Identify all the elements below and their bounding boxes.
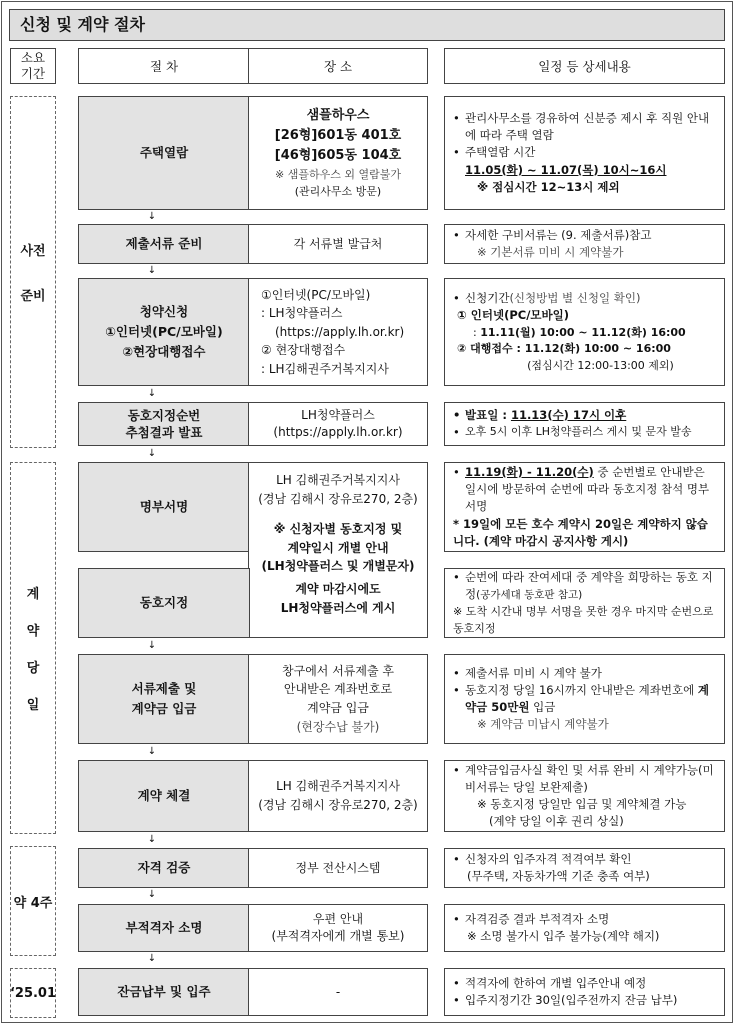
application-detail2: ① 인터넷(PC/모바일) — [457, 308, 569, 323]
step-notice-name: 부적격자 소명 — [78, 904, 250, 952]
period-c1: 계 — [26, 587, 40, 602]
shared-place-3: ※ 신청자별 동호지정 및 — [273, 522, 403, 537]
step-viewing-place — [248, 96, 428, 210]
deposit-detail2b: 계약금 50만원 — [465, 682, 709, 714]
shared-place-2: (경남 김해시 장유로270, 2층) — [258, 491, 418, 506]
step-documents-detail: • 자세한 구비서류는 (9. 제출서류)참고 ※ 기본서류 미비 시 계약불가 — [444, 224, 725, 264]
application-detail3b: 11.11(월) 10:00 ~ 11.12(화) 16:00 — [480, 325, 686, 339]
step-documents-name: 제출서류 준비 — [78, 224, 250, 264]
register-detail2a: * 19일에 모든 호수 계약시 20일은 계약하지 않습니다. — [453, 516, 708, 548]
shared-place-5: (LH청약플러스 및 개별문자) — [261, 559, 415, 574]
unit-detail1a: 순번에 따라 잔여세대 중 계약을 희망하는 동호 지정 — [465, 570, 713, 602]
viewing-place-line3: [46형]605동 104호 — [274, 148, 402, 164]
viewing-place-note1: ※ 샘플하우스 외 열람불가 — [275, 168, 401, 182]
arrow-7: ↓ — [147, 746, 157, 757]
period-pre-label-1: 사전 — [20, 244, 46, 259]
step-viewing-detail: • 관리사무소를 경유하여 신분증 제시 후 직원 안내에 따라 주택 열람 • 주택열람 시간 11.05(화) ~ 11.07(목) 10시~16시 ※ 점심시간 12~13시 제외 — [444, 96, 725, 210]
viewing-place-line1: 샘플하우스 — [306, 107, 370, 123]
deposit-detail3: ※ 계약금 미납시 계약불가 — [477, 717, 609, 732]
application-place-2: : LH청약플러스 — [261, 306, 343, 321]
notice-place-2: (부적격자에게 개별 통보) — [271, 929, 405, 943]
step-deposit-detail: • 제출서류 미비 시 계약 불가 • 동호지정 당일 16시까지 안내받은 계좌번호에 계약금 50만원 입금 ※ 계약금 미납시 계약불가 — [444, 654, 725, 744]
step-register-detail: • 11.19(화) - 11.20(수) 중 순번별로 안내받은 일시에 방문하여 순번에 따라 동호지정 참석 명부 서명 * 19일에 모든 호수 계약시 20일은 계약하지 않습니다. (계약 마감시 공지사항 게시) — [444, 462, 725, 552]
step-verify-name: 자격 검증 — [78, 848, 250, 888]
step-deposit-name — [78, 654, 250, 744]
contract-detail3: (계약 당일 이후 권리 상실) — [489, 814, 624, 829]
arrow-1: ↓ — [147, 211, 157, 222]
period-c3: 당 — [26, 661, 40, 676]
viewing-detail2: 주택열람 시간 — [465, 145, 536, 160]
period-jan — [10, 968, 56, 1018]
movein-detail2: 입주지정기간 30일(입주전까지 잔금 납부) — [465, 993, 678, 1007]
period-pre-label-2: 준비 — [20, 289, 46, 304]
step-contract-detail: • 계약금입금사실 확인 및 서류 완비 시 계약가능(미비서류는 당일 보완제출) ※ 동호지정 당일만 입금 및 계약체결 가능 (계약 당일 이후 권리 상실) — [444, 760, 725, 832]
shared-place-6: 계약 마감시에도 — [295, 581, 381, 596]
deposit-name-1: 서류제출 및 — [131, 681, 197, 696]
period-c4: 일 — [26, 698, 40, 713]
verify-detail2: (무주택, 자동차가액 기준 충족 여부) — [467, 869, 650, 883]
lottery-detail1a: 발표일 : — [465, 407, 511, 422]
step-unit-detail: • 순번에 따라 잔여세대 중 계약을 희망하는 동호 지정(공가세대 동호판 참고) ※ 도착 시간내 명부 서명을 못한 경우 마지막 순번으로 동호지정 — [444, 568, 725, 638]
deposit-name-2: 계약금 입금 — [131, 701, 197, 716]
page-title: 신청 및 계약 절차 — [9, 9, 725, 41]
shared-place-1: LH 김해권주거복지지사 — [276, 473, 400, 487]
step-contract-place — [248, 760, 428, 832]
viewing-detail3: 11.05(화) ~ 11.07(목) 10시~16시 — [465, 162, 667, 177]
application-detail4a: ② 대행접수 : — [457, 342, 525, 355]
step-application-place — [248, 278, 428, 386]
step-movein-place: - — [248, 968, 428, 1016]
viewing-detail4: ※ 점심시간 12~13시 제외 — [477, 179, 620, 194]
deposit-detail2a: 동호지정 당일 16시까지 안내받은 계좌번호에 — [465, 682, 698, 697]
deposit-detail1: 제출서류 미비 시 계약 불가 — [465, 665, 602, 680]
bullet: • — [453, 110, 460, 125]
step-contract-name: 계약 체결 — [78, 760, 250, 832]
verify-detail1: 신청자의 입주자격 적격여부 확인 — [465, 851, 632, 866]
arrow-4: ↓ — [147, 448, 157, 459]
register-detail2b: (계약 마감시 공지사항 게시) — [479, 533, 629, 548]
shared-place-7: LH청약플러스에 게시 — [280, 600, 396, 615]
contract-detail1: 계약금입금사실 확인 및 서류 완비 시 계약가능(미비서류는 당일 보완제출) — [465, 762, 714, 794]
notice-place-1: 우편 안내 — [312, 912, 364, 927]
viewing-place-note2: (관리사무소 방문) — [294, 185, 382, 199]
step-register-name: 명부서명 — [78, 462, 250, 552]
application-name-3: ②현장대행접수 — [122, 344, 206, 359]
lottery-place-2: (https://apply.lh.or.kr) — [273, 425, 403, 439]
deposit-place-4: (현장수납 불가) — [296, 719, 380, 734]
documents-detail1: 자세한 구비서류는 (9. 제출서류)참고 — [465, 227, 652, 242]
lottery-name-2: 추첨결과 발표 — [125, 425, 203, 440]
period-pre — [10, 96, 56, 448]
application-place-4: ② 현장대행접수 — [261, 343, 346, 358]
deposit-place-1: 창구에서 서류제출 후 — [282, 663, 394, 678]
unit-detail2: ※ 도착 시간내 명부 서명을 못한 경우 마지막 순번으로 동호지정 — [453, 605, 714, 635]
lottery-detail1b: 11.13(수) 17시 이후 — [510, 407, 627, 422]
shared-place-4: 계약일시 개별 안내 — [287, 540, 389, 555]
step-movein-detail: • 적격자에 한하여 개별 입주안내 예정 • 입주지정기간 30일(입주전까지 잔금 납부) — [444, 968, 725, 1016]
arrow-3: ↓ — [147, 388, 157, 399]
application-detail5: (점심시간 12:00-13:00 제외) — [527, 358, 674, 372]
application-name-2: ①인터넷(PC/모바일) — [105, 324, 223, 339]
period-contract-day — [10, 462, 56, 834]
arrow-9: ↓ — [147, 889, 157, 900]
viewing-detail1: 관리사무소를 경유하여 신분증 제시 후 직원 안내에 따라 주택 열람 — [465, 110, 710, 143]
lottery-name-1: 동호지정순번 — [127, 407, 201, 423]
arrow-8: ↓ — [147, 834, 157, 845]
step-verify-detail: • 신청자의 입주자격 적격여부 확인 (무주택, 자동차가액 기준 충족 여부) — [444, 848, 725, 888]
deposit-place-2: 안내받은 계좌번호로 — [283, 682, 393, 697]
arrow-10: ↓ — [147, 953, 157, 964]
register-detail1b: 중 순번별로 안내받은 일시에 방문하여 순번에 따라 동호지정 참석 명부 서명 — [465, 464, 710, 514]
period-week-label: 약 4주 — [13, 895, 53, 911]
lottery-detail2: 오후 5시 이후 LH청약플러스 게시 및 문자 발송 — [465, 425, 692, 438]
application-name-1: 청약신청 — [139, 304, 189, 319]
movein-detail1: 적격자에 한하여 개별 입주안내 예정 — [465, 975, 647, 990]
step-unit-name: 동호지정 — [78, 568, 250, 638]
step-lottery-detail: • 발표일 : 11.13(수) 17시 이후 • 오후 5시 이후 LH청약플러스 게시 및 문자 발송 — [444, 402, 725, 446]
deposit-place-3: 계약금 입금 — [307, 701, 369, 715]
viewing-place-line2: [26형]601동 401호 — [274, 127, 402, 143]
application-place-5: : LH김해권주거복지지사 — [261, 361, 389, 376]
contract-place-2: (경남 김해시 장유로270, 2층) — [258, 798, 418, 812]
notice-detail2: ※ 소명 불가시 입주 불가능(계약 해지) — [467, 929, 660, 943]
register-detail1a: 11.19(화) - 11.20(수) — [465, 464, 594, 479]
step-register-unit-place — [248, 462, 428, 638]
arrow-2: ↓ — [147, 265, 157, 276]
step-application-name — [78, 278, 250, 386]
step-lottery-place — [248, 402, 428, 446]
header-period: 소요 기간 — [10, 48, 56, 84]
header-procedure: 절 차 — [78, 48, 250, 84]
step-documents-place: 각 서류별 발급처 — [248, 224, 428, 264]
application-place-3: (https://apply.lh.or.kr) — [275, 324, 405, 339]
period-c2: 약 — [26, 624, 40, 639]
header-detail: 일정 등 상세내용 — [444, 48, 725, 84]
contract-place-1: LH 김해권주거복지지사 — [276, 779, 400, 794]
step-verify-place: 정부 전산시스템 — [248, 848, 428, 888]
deposit-detail2c: 입금 — [529, 700, 556, 714]
step-lottery-name — [78, 402, 250, 446]
application-detail1a: 신청기간 — [465, 291, 510, 305]
step-notice-detail: • 자격검증 결과 부적격자 소명 ※ 소명 불가시 입주 불가능(계약 해지) — [444, 904, 725, 952]
unit-detail1b: (공가세대 동호판 참고) — [476, 589, 583, 602]
step-deposit-place — [248, 654, 428, 744]
application-place-1: ①인터넷(PC/모바일) — [261, 287, 371, 302]
period-jan-label: ‘25.01 — [9, 985, 57, 1001]
step-movein-name: 잔금납부 및 입주 — [78, 968, 250, 1016]
arrow-6: ↓ — [147, 640, 157, 651]
contract-detail2: ※ 동호지정 당일만 입금 및 계약체결 가능 — [477, 797, 687, 811]
documents-detail2: ※ 기본서류 미비 시 계약불가 — [477, 245, 624, 259]
application-detail3a: : — [473, 325, 481, 339]
application-detail4b: 11.12(화) 10:00 ~ 16:00 — [524, 342, 671, 355]
application-detail1b: (신청방법 별 신청일 확인) — [509, 291, 641, 305]
header-place: 장 소 — [248, 48, 428, 84]
step-notice-place — [248, 904, 428, 952]
step-application-detail: • 신청기간(신청방법 별 신청일 확인) ① 인터넷(PC/모바일) : 11.11(월) 10:00 ~ 11.12(화) 16:00 ② 대행접수 : 11.12(화) 10:00 ~ 16:00 (점심시간 12:00-13:00 제외) — [444, 278, 725, 386]
step-viewing-name: 주택열람 — [78, 96, 250, 210]
notice-detail1: 자격검증 결과 부적격자 소명 — [465, 911, 610, 926]
period-4weeks — [10, 846, 56, 956]
lottery-place-1: LH청약플러스 — [301, 408, 375, 423]
